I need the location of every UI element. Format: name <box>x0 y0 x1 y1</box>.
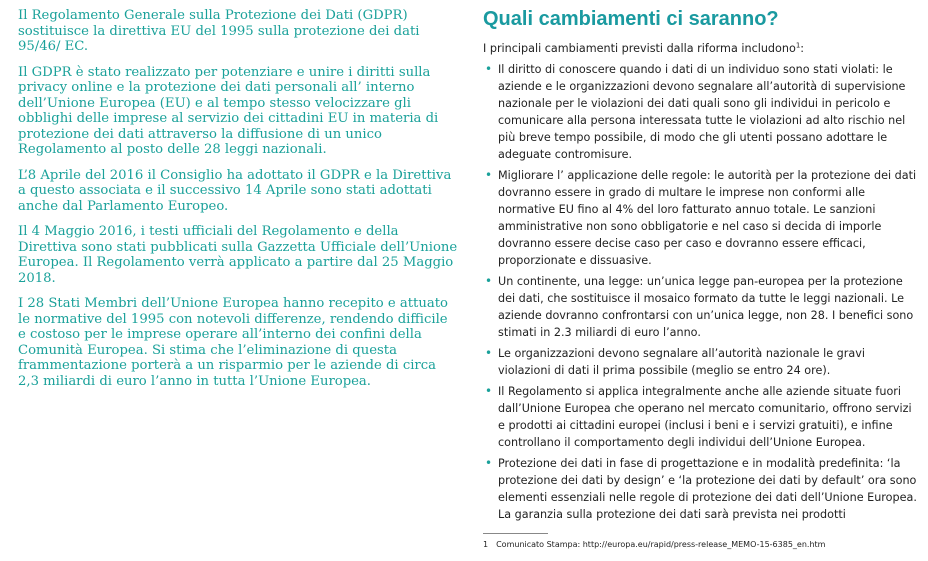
list-item <box>483 345 919 379</box>
list-item-text: Le organizzazioni devono segnalare all’autorità nazionale le gravi violazioni di dati il prima possibile (meglio se entro 24 ore). <box>498 347 865 377</box>
publication-paragraph: Il 4 Maggio 2016, i testi ufficiali del Regolamento e della Direttiva sono stati pubblicati sulla Gazzetta Ufficiale dell’Unione Europea. Il Regolamento verrà applicato a partire dal 25 Maggio 2018. <box>18 224 458 286</box>
list-item-text: Protezione dei dati in fase di progettazione e in modalità predefinita: ‘la protezione dei dati by design’ e ‘la protezione dei dati by default’ ora sono elementi essenziali nelle regole di protezione dei dati dell’Unione Europea. La garanzia sulla protezione dei dati sarà prevista nei prodotti <box>498 457 917 521</box>
adoption-paragraph: L’8 Aprile del 2016 il Consiglio ha adottato il GDPR e la Direttiva a questo associata e il successivo 14 Aprile sono stati adottati anche dal Parlamento Europeo. <box>18 167 452 214</box>
list-item-text: Il Regolamento si applica integralmente anche alle aziende situate fuori dall’Unione Europea che operano nel mercato comunitario, offrono servizi e prodotti ai cittadini europei (inclusi i beni e i servizi gratuiti), e infine controllano il comportamento degli individui dell’Unione Europea. <box>498 385 912 449</box>
section-heading: Quali cambiamenti ci saranno? <box>483 8 779 30</box>
changes-list-container <box>483 61 919 527</box>
list-item <box>483 61 919 163</box>
footnote-text: Comunicato Stampa: http://europa.eu/rapid/press-release_MEMO-15-6385_en.htm <box>496 540 826 549</box>
member-states-paragraph: I 28 Stati Membri dell’Unione Europea hanno recepito e attuato le normative del 1995 con notevoli differenze, rendendo difficile e costoso per le imprese operare all’interno dei confini della Comunità Europea. Si stima che l’eliminazione di questa frammentazione porterà a un risparmio per le aziende di circa 2,3 miliardi di euro l’anno in tutta l’Unione Europea. <box>18 296 448 389</box>
left-column <box>18 8 458 399</box>
changes-intro <box>483 40 919 57</box>
list-item <box>483 383 919 451</box>
bullet-icon: • <box>485 384 493 398</box>
list-item <box>483 455 919 523</box>
intro-text: I principali cambiamenti previsti dalla riforma includono <box>483 42 796 55</box>
intro-colon: : <box>800 42 805 55</box>
bullet-icon: • <box>485 346 493 360</box>
right-column <box>483 6 919 527</box>
list-item-text: Migliorare l’ applicazione delle regole: le autorità per la protezione dei dati dovranno essere in grado di multare le imprese non conformi alle normative EU fino al 4% del loro fatturato annuo totale. Le sanzioni amministrative non sono obbligatorie e nel caso si decida di imporle dovranno essere decise caso per caso e dovranno essere efficaci, proporzionate e dissuasive. <box>498 169 917 267</box>
bullet-icon: • <box>485 168 493 182</box>
list-item-text: Il diritto di conoscere quando i dati di un individuo sono stati violati: le aziende e le organizzazioni devono segnalare all’autorità di supervisione nazionale per le violazioni dei dati quali sono gli individui in pericolo e comunicare alla persona interessata tutte le violazioni ad alto rischio nel più breve tempo possibile, di modo che gli utenti possano adottare le adeguate contromisure. <box>498 63 906 161</box>
footnote-divider <box>483 533 548 534</box>
footnote-number: 1 <box>483 540 489 549</box>
footnote <box>483 539 913 550</box>
bullet-icon: • <box>485 62 493 76</box>
gdpr-purpose-paragraph: Il GDPR è stato realizzato per potenziare e unire i diritti sulla privacy online e la protezione dei dati personali all’ interno dell’Unione Europea (EU) e al tempo stesso velocizzare gli obblighi delle imprese al servizio dei cittadini EU in materia di protezione dei dati attraverso la diffusione di un unico Regolamento al posto delle 28 leggi nazionali. <box>18 64 439 157</box>
list-item <box>483 167 919 269</box>
footnote-reference: 1 <box>795 41 801 50</box>
bullet-icon: • <box>485 456 493 470</box>
changes-list <box>483 61 919 523</box>
list-item <box>483 273 919 341</box>
list-item-text: Un continente, una legge: un’unica legge pan-europea per la protezione dei dati, che sostituisce il mosaico formato da tutte le leggi nazionali. Le aziende dovranno confrontarsi con un’unica legge, non 28. I benefici sono stimati in 2.3 miliardi di euro l’anno. <box>498 275 914 339</box>
bullet-icon: • <box>485 274 493 288</box>
gdpr-intro-paragraph: Il Regolamento Generale sulla Protezione dei Dati (GDPR) sostituisce la direttiva EU del 1995 sulla protezione dei dati 95/46/ EC. <box>18 8 420 54</box>
